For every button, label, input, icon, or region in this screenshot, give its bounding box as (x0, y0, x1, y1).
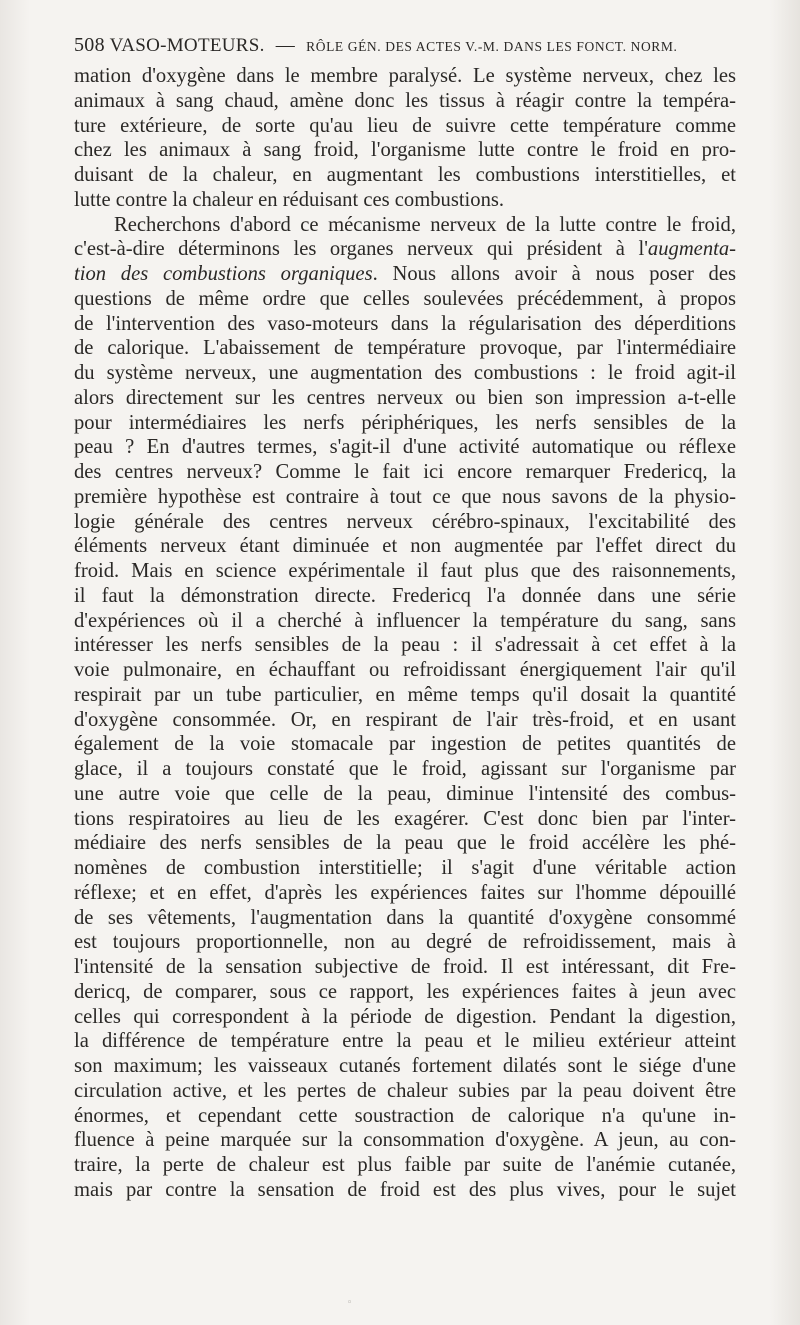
text-line: d'oxygène consommée. Or, en respirant de l'air très-froid, et en usant (74, 708, 736, 731)
text-line: de ses vêtements, l'augmentation dans la quantité d'oxygène consommé (74, 906, 736, 929)
text-line: réflexe; et en effet, d'après les expériences faites sur l'homme dépouillé (74, 881, 736, 904)
text-segment: c'est-à-dire déterminons les organes nerveux qui président à l' (74, 238, 648, 261)
paragraph-start-line: Recherchons d'abord ce mécanisme nerveux de la lutte contre le froid, (114, 213, 736, 236)
text-line: alors directement sur les centres nerveux ou bien son impression a-t-elle (74, 386, 736, 409)
text-line: froid. Mais en science expérimentale il faut plus que des raisonnements, (74, 560, 736, 582)
running-title: VASO-MOTEURS. (109, 35, 265, 56)
text-line: respirait par un tube particulier, en même temps qu'il dosait la quantité (74, 683, 736, 706)
text-line: énormes, et cependant cette soustraction de calorique n'a qu'une in- (74, 1104, 736, 1127)
text-line: circulation active, et les pertes de chaleur subies par la peau doivent être (74, 1079, 736, 1102)
text-line: ture extérieure, de sorte qu'au lieu de suivre cette température comme (74, 114, 736, 137)
text-line: d'expériences où il a cherché à influencer la température du sang, sans (74, 609, 736, 632)
text-line: une autre voie que celle de la peau, diminue l'intensité des combus- (74, 782, 736, 805)
text-line: duisant de la chaleur, en augmentant les combustions interstitielles, et (74, 164, 736, 186)
text-line: questions de même ordre que celles soulevées précédemment, à propos (74, 287, 736, 310)
text-line-with-italic (74, 262, 736, 287)
text-line: mais par contre la sensation de froid est des plus vives, pour le sujet (74, 1178, 736, 1201)
text-line: chez les animaux à sang froid, l'organisme lutte contre le froid en pro- (74, 139, 736, 162)
text-line: est toujours proportionnelle, non au degré de refroidissement, mais à (74, 931, 736, 954)
text-line: glace, il a toujours constaté que le froid, agissant sur l'organisme par (74, 758, 736, 780)
text-line: logie générale des centres nerveux cérébro-spinaux, l'excitabilité des (74, 510, 736, 533)
header-separator: — (275, 35, 296, 56)
text-line: des centres nerveux? Comme le fait ici encore remarquer Fredericq, la (74, 461, 736, 483)
italic-segment: tion des combustions organiques (74, 263, 373, 285)
text-line: éléments nerveux étant diminuée et non augmentée par l'effet direct du (74, 535, 736, 558)
text-line: de l'intervention des vaso-moteurs dans la régularisation des déperditions (74, 312, 736, 335)
text-line: traire, la perte de chaleur est plus faible par suite de l'anémie cutanée, (74, 1154, 736, 1176)
text-line: peau ? En d'autres termes, s'agit-il d'une activité automatique ou réflexe (74, 436, 736, 459)
page-mark: ◦ (347, 1298, 353, 1308)
text-line: dericq, de comparer, sous ce rapport, les expériences faites à jeun avec (74, 980, 736, 1003)
paragraph-end-line: lutte contre la chaleur en réduisant ces combustions. (74, 188, 505, 211)
text-line: intéresser les nerfs sensibles de la peau : il s'adressait à cet effet à la (74, 634, 736, 657)
text-line: il faut la démonstration directe. Fredericq l'a donnée dans une série (74, 584, 736, 607)
body-text (74, 64, 736, 1203)
text-line: voie pulmonaire, en échauffant ou refroidissant énergiquement l'air qu'il (74, 659, 736, 681)
text-line: du système nerveux, une augmentation des combustions : le froid agit-il (74, 362, 736, 384)
text-line: l'intensité de la sensation subjective de froid. Il est intéressant, dit Fre- (74, 956, 736, 978)
text-line: pour intermédiaires les nerfs périphériques, les nerfs sensibles de la (74, 411, 736, 434)
text-line: également de la voie stomacale par ingestion de petites quantités de (74, 733, 736, 756)
text-line: son maximum; les vaisseaux cutanés fortement dilatés sont le siége d'une (74, 1055, 736, 1077)
text-line: médiaire des nerfs sensibles de la peau que le froid accélère les phé- (74, 832, 736, 855)
section-title: RÔLE GÉN. DES ACTES V.-M. DANS LES FONCT. NORM. (306, 39, 678, 54)
text-line: première hypothèse est contraire à tout ce que nous savons de la physio- (74, 485, 736, 508)
text-line: de calorique. L'abaissement de température provoque, par l'intermédiaire (74, 337, 736, 360)
text-line: fluence à peine marquée sur la consommation d'oxygène. A jeun, au con- (74, 1129, 736, 1152)
page-number: 508 (74, 34, 105, 56)
text-line-with-italic (74, 237, 736, 262)
text-segment: . Nous allons avoir à nous poser des (372, 263, 736, 285)
text-line: mation d'oxygène dans le membre paralysé. Le système nerveux, chez les (74, 65, 736, 87)
italic-segment: augmenta- (647, 238, 736, 261)
text-line: celles qui correspondent à la période de digestion. Pendant la digestion, (74, 1005, 736, 1028)
text-line: la différence de température entre la peau et le milieu extérieur atteint (74, 1030, 736, 1053)
running-header (74, 34, 734, 56)
text-line: tions respiratoires au lieu de les exagérer. C'est donc bien par l'inter- (74, 807, 736, 830)
text-line: animaux à sang chaud, amène donc les tissus à réagir contre la tempéra- (74, 89, 736, 112)
text-line: nomènes de combustion interstitielle; il s'agit d'une véritable action (74, 857, 736, 879)
